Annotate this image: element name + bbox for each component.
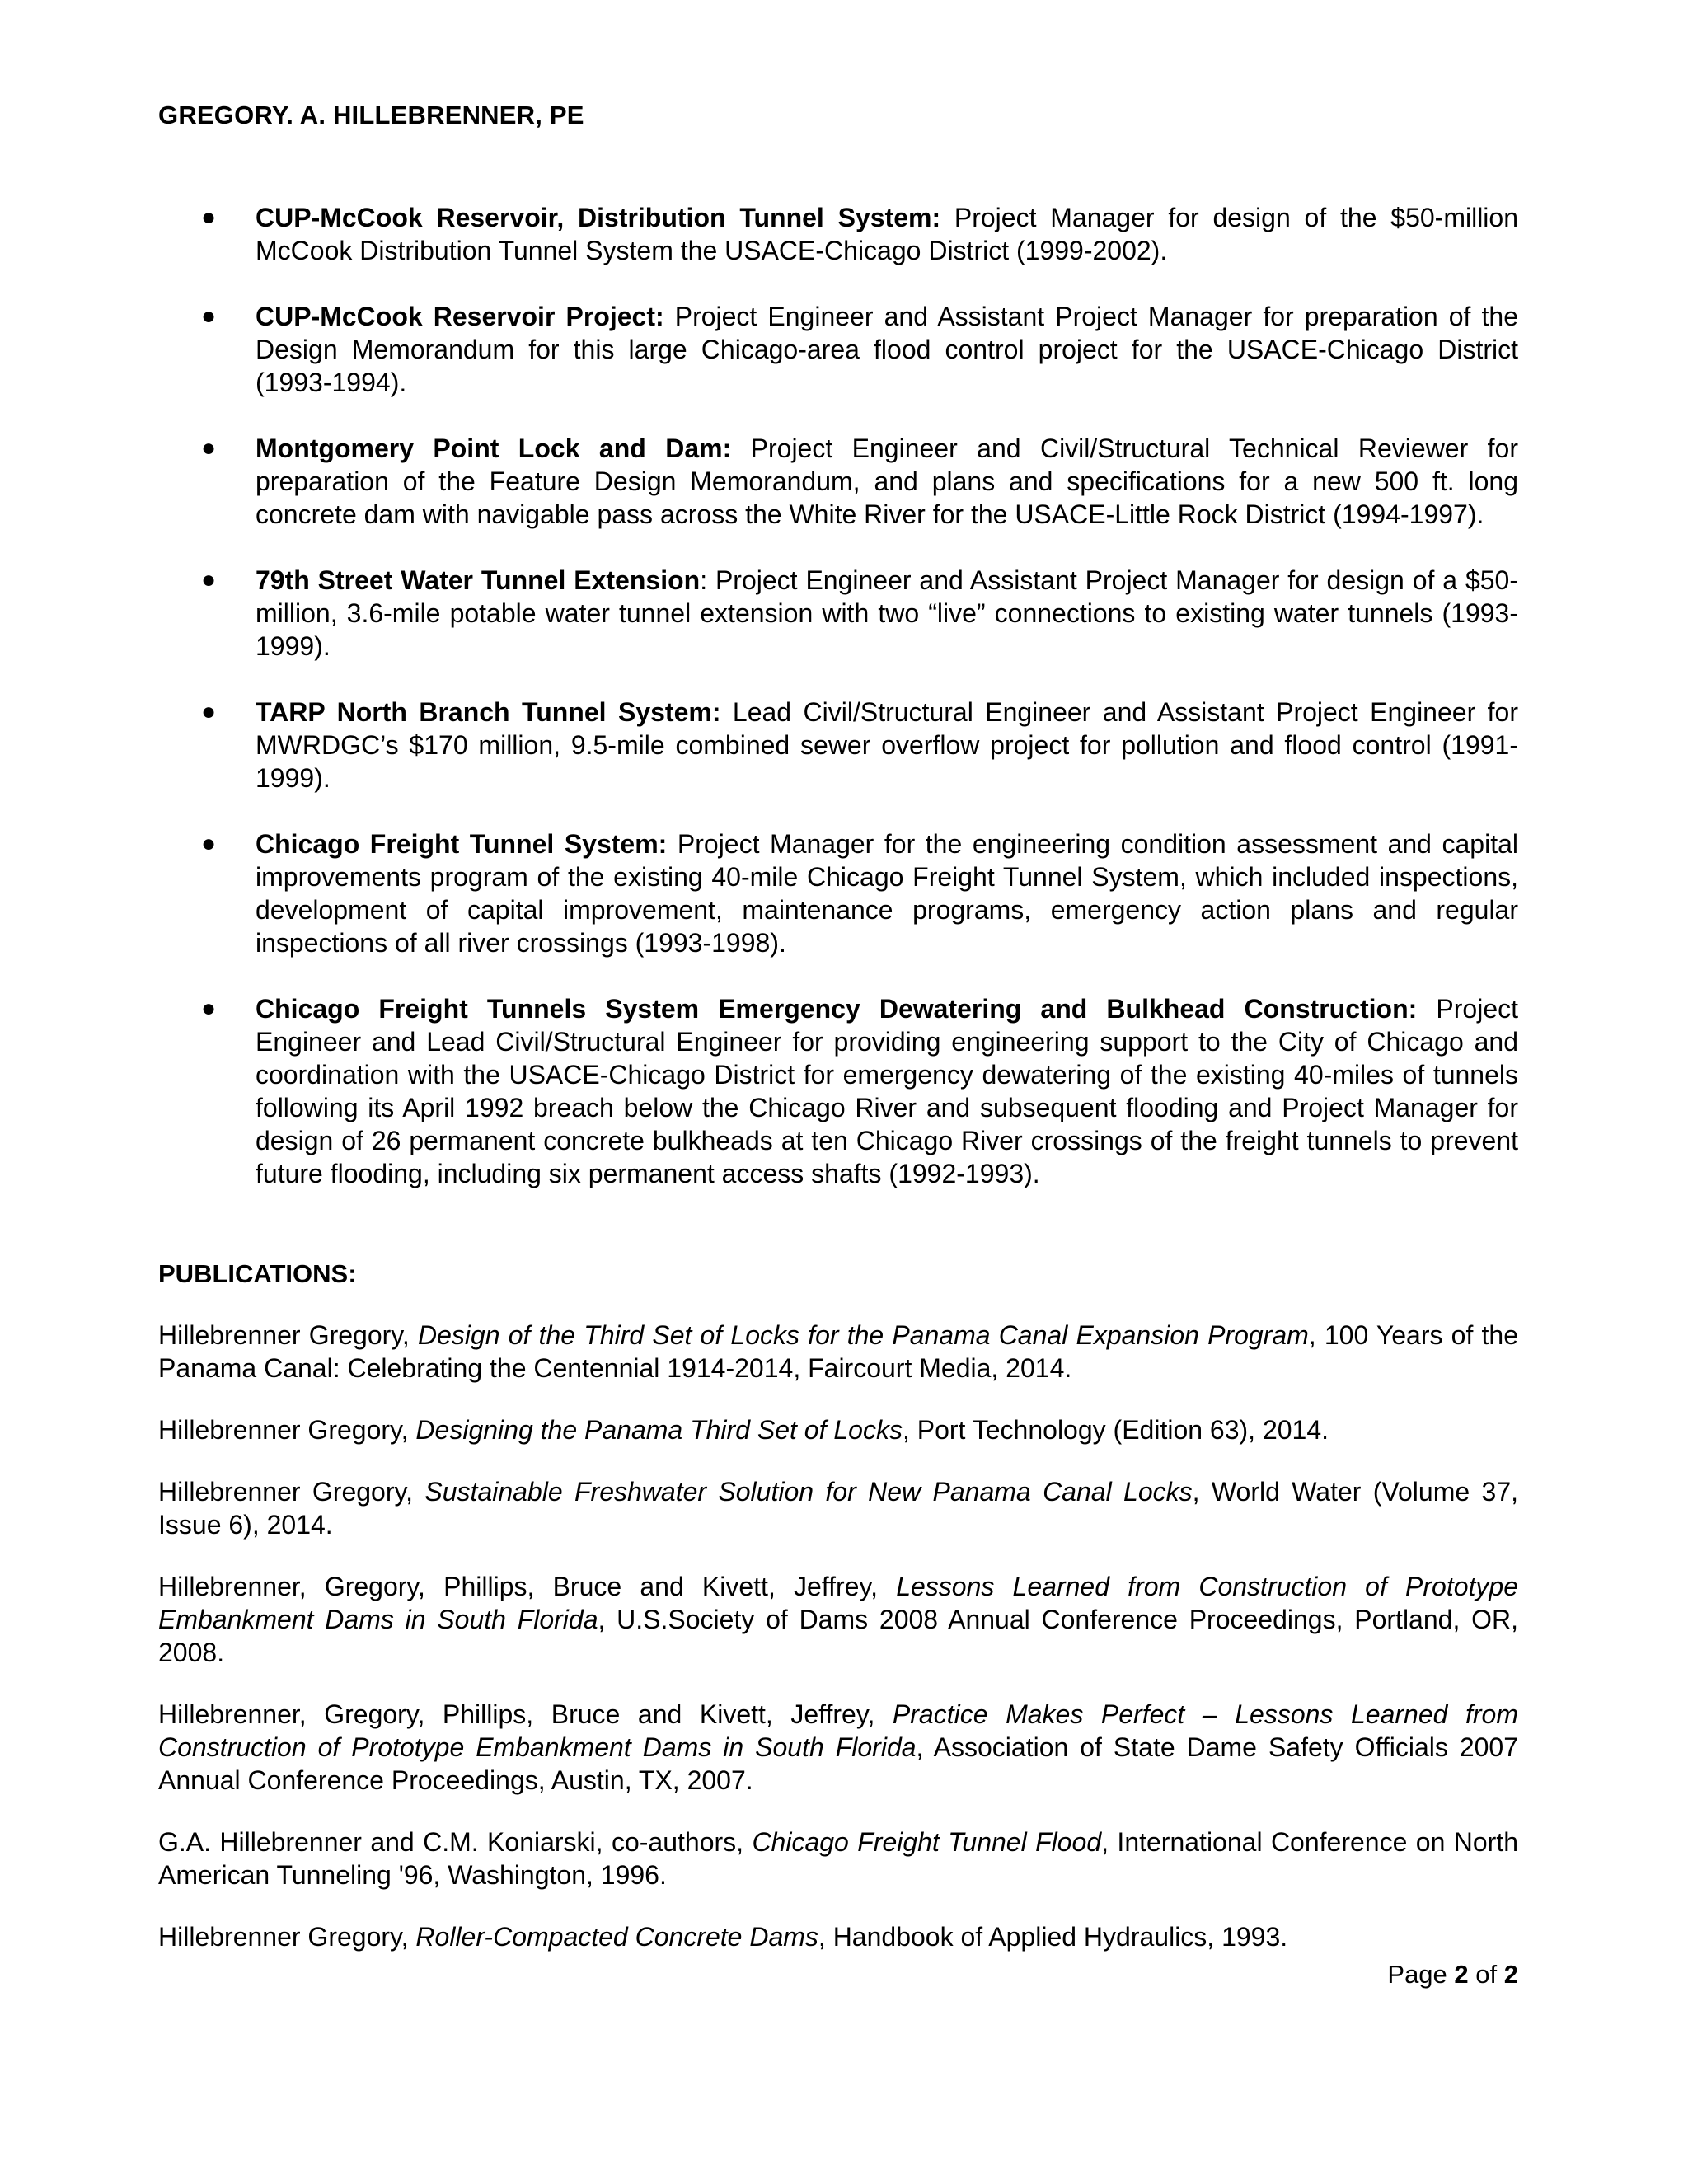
publication-source: , 100 Years of the Panama Canal: Celebrating the Centennial 1914-2014, Faircourt Media, 2014.	[158, 1320, 1519, 1383]
project-item	[158, 827, 1518, 959]
project-item	[158, 201, 1518, 267]
document-header-name: GREGORY. A. HILLEBRENNER, PE	[158, 101, 584, 129]
publication-authors: G.A. Hillebrenner and C.M. Koniarski, co-authors,	[158, 1827, 753, 1857]
project-description: Project Manager for the engineering condition assessment and capital improvements program of the existing 40-mile Chicago Freight Tunnel System, which included inspections, development of capital improvement, maintenance programs, emergency action plans and regular inspections of all river crossings (1993-1998).	[256, 829, 1519, 958]
project-title: CUP-McCook Reservoir, Distribution Tunnel System:	[256, 203, 941, 232]
bullet-icon: ●	[201, 302, 217, 330]
project-description: Project Engineer and Lead Civil/Structural Engineer for providing engineering support to the City of Chicago and coordination with the USACE-Chicago District for emergency dewatering of the existing 40-miles of tunnels following its April 1992 breach below the Chicago River and subsequent flooding and Project Manager for design of 26 permanent concrete bulkheads at ten Chicago River crossings of the freight tunnels to prevent future flooding, including six permanent access shafts (1992-1993).	[256, 994, 1519, 1188]
publication-authors: Hillebrenner, Gregory, Phillips, Bruce and Kivett, Jeffrey,	[158, 1572, 897, 1601]
bullet-icon: ●	[201, 434, 217, 462]
publication-title: Roller-Compacted Concrete Dams	[415, 1922, 818, 1952]
project-item	[158, 300, 1518, 399]
bullet-icon: ●	[201, 830, 217, 857]
publication-source: , Handbook of Applied Hydraulics, 1993.	[818, 1922, 1288, 1952]
project-title: Chicago Freight Tunnel System:	[256, 829, 668, 859]
publication-item	[158, 1475, 1518, 1541]
project-item	[158, 992, 1518, 1190]
publication-title: Sustainable Freshwater Solution for New Panama Canal Locks	[424, 1477, 1193, 1507]
publication-title: Designing the Panama Third Set of Locks	[415, 1415, 903, 1445]
footer-page-total: 2	[1503, 1960, 1518, 1989]
footer-page-number: 2	[1454, 1960, 1469, 1989]
footer-of-label: of	[1468, 1960, 1504, 1989]
publication-authors: Hillebrenner Gregory,	[158, 1415, 416, 1445]
publication-item	[158, 1413, 1518, 1446]
publication-title: Lessons Learned from Construction of Prototype Embankment Dams in South Florida	[158, 1572, 1519, 1634]
project-item	[158, 696, 1518, 794]
project-item	[158, 432, 1518, 531]
publication-item	[158, 1698, 1518, 1797]
project-description: Project Engineer and Civil/Structural Technical Reviewer for preparation of the Feature Design Memorandum, and plans and specifications for a new 500 ft. long concrete dam with navigable pass across the White River for the USACE-Little Rock District (1994-1997).	[256, 434, 1519, 529]
publication-item	[158, 1570, 1518, 1669]
bullet-icon: ●	[201, 204, 217, 231]
project-title: CUP-McCook Reservoir Project:	[256, 302, 664, 331]
project-item	[158, 564, 1518, 663]
publication-authors: Hillebrenner Gregory,	[158, 1477, 425, 1507]
page-footer	[1387, 1960, 1518, 1990]
publication-source: , World Water (Volume 37, Issue 6), 2014.	[158, 1477, 1519, 1540]
publication-title: Design of the Third Set of Locks for the Panama Canal Expansion Program	[417, 1320, 1309, 1350]
project-title: Chicago Freight Tunnels System Emergency Dewatering and Bulkhead Construction:	[256, 994, 1418, 1024]
project-list	[158, 201, 1518, 1223]
project-description: Project Engineer and Assistant Project Manager for preparation of the Design Memorandum for this large Chicago-area flood control project for the USACE-Chicago District (1993-1994).	[256, 302, 1519, 397]
publication-source: , Association of State Dame Safety Officials 2007 Annual Conference Proceedings, Austin, TX, 2007.	[158, 1732, 1519, 1795]
publication-authors: Hillebrenner Gregory,	[158, 1320, 418, 1350]
publication-item	[158, 1920, 1518, 1953]
publication-title: Chicago Freight Tunnel Flood	[752, 1827, 1102, 1857]
bullet-icon: ●	[201, 566, 217, 593]
publication-source: , Port Technology (Edition 63), 2014.	[902, 1415, 1329, 1445]
project-description: Project Manager for design of the $50-million McCook Distribution Tunnel System the USACE-Chicago District (1999-2002).	[256, 203, 1518, 265]
publication-list	[158, 1319, 1518, 1982]
publication-item	[158, 1319, 1518, 1385]
publication-authors: Hillebrenner Gregory,	[158, 1922, 416, 1952]
project-title: Montgomery Point Lock and Dam:	[256, 434, 732, 463]
bullet-icon: ●	[201, 995, 217, 1022]
project-description: : Project Engineer and Assistant Project Manager for design of a $50-million, 3.6-mile potable water tunnel extension with two “live” connections to existing water tunnels (1993-1999).	[256, 565, 1519, 661]
bullet-icon: ●	[201, 698, 217, 725]
publication-authors: Hillebrenner, Gregory, Phillips, Bruce and Kivett, Jeffrey,	[158, 1699, 893, 1729]
publication-title: Practice Makes Perfect – Lessons Learned from Construction of Prototype Embankment Dams in South Florida	[158, 1699, 1519, 1762]
publication-source: , International Conference on North American Tunneling '96, Washington, 1996.	[158, 1827, 1519, 1890]
publication-item	[158, 1825, 1518, 1891]
publication-source: , U.S.Society of Dams 2008 Annual Conference Proceedings, Portland, OR, 2008.	[158, 1605, 1519, 1667]
footer-page-label: Page	[1387, 1960, 1455, 1989]
project-description: Lead Civil/Structural Engineer and Assistant Project Engineer for MWRDGC’s $170 million, 9.5-mile combined sewer overflow project for pollution and flood control (1991-1999).	[256, 697, 1518, 793]
project-title: 79th Street Water Tunnel Extension	[256, 565, 701, 595]
project-title: TARP North Branch Tunnel System:	[256, 697, 721, 727]
publications-heading: PUBLICATIONS:	[158, 1259, 357, 1288]
